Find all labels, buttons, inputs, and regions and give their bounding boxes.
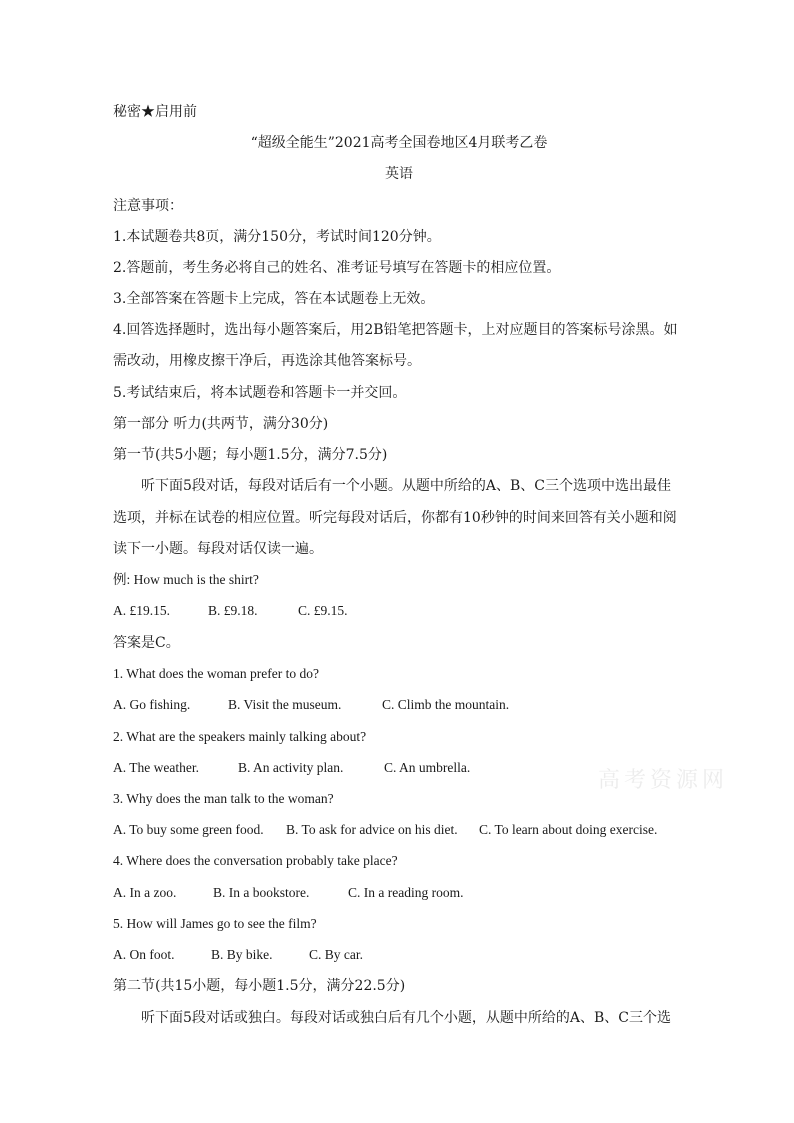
question-5-options	[113, 946, 363, 964]
exam-title: “超级全能生”2021高考全国卷地区4月联考乙卷	[250, 135, 548, 151]
section1-heading: 第一节(共5小题；每小题1.5分，满分7.5分)	[113, 447, 388, 463]
question-3-options	[113, 821, 657, 839]
option-c: C. £9.15.	[298, 603, 348, 618]
question-2: 2. What are the speakers mainly talking about?	[113, 729, 367, 744]
option-b: B. In a bookstore.	[213, 885, 310, 900]
instruction-line: 读下一小题。每段对话仅读一遍。	[113, 541, 323, 557]
option-a: A. £19.15.	[113, 603, 170, 618]
part1-heading: 第一部分 听力(共两节，满分30分)	[113, 416, 329, 432]
note-item: 需改动，用橡皮擦干净后，再选涂其他答案标号。	[113, 353, 421, 369]
option-a: A. Go fishing.	[113, 697, 191, 712]
option-c: C. By car.	[309, 947, 363, 962]
question-2-options	[113, 759, 470, 777]
example-answer: 答案是C。	[113, 635, 180, 651]
option-a: A. On foot.	[113, 947, 175, 962]
option-c: C. In a reading room.	[348, 885, 464, 900]
notes-heading: 注意事项：	[113, 198, 183, 214]
option-b: B. Visit the museum.	[228, 697, 342, 712]
question-1-options	[113, 696, 509, 714]
note-item: 4.回答选择题时，选出每小题答案后，用2B铅笔把答题卡，上对应题目的答案标号涂黑。如	[113, 322, 678, 338]
note-item: 1.本试题卷共8页，满分150分，考试时间120分钟。	[113, 229, 441, 245]
section2-instruction: 听下面5段对话或独白。每段对话或独白后有几个小题，从题中所给的A、B、C三个选	[141, 1010, 672, 1026]
option-c: C. To learn about doing exercise.	[479, 822, 658, 837]
option-b: B. £9.18.	[208, 603, 258, 618]
watermark: 高考资源网	[598, 768, 729, 793]
secret-label: 秘密★启用前	[113, 104, 197, 120]
subject-title: 英语	[385, 166, 413, 182]
example-options	[113, 602, 348, 620]
question-4: 4. Where does the conversation probably take place?	[113, 853, 398, 868]
instruction-line: 选项，并标在试卷的相应位置。听完每段对话后，你都有10秒钟的时间来回答有关小题和阅	[113, 510, 677, 526]
option-a: A. The weather.	[113, 760, 199, 775]
note-item: 2.答题前，考生务必将自己的姓名、准考证号填写在答题卡的相应位置。	[113, 260, 561, 276]
note-item: 5.考试结束后，将本试题卷和答题卡一并交回。	[113, 385, 407, 401]
option-c: C. An umbrella.	[384, 760, 471, 775]
section2-heading: 第二节(共15小题，每小题1.5分，满分22.5分)	[113, 978, 406, 994]
option-b: B. To ask for advice on his diet.	[286, 822, 458, 837]
question-3: 3. Why does the man talk to the woman?	[113, 791, 334, 806]
note-item: 3.全部答案在答题卡上完成，答在本试题卷上无效。	[113, 291, 435, 307]
question-4-options	[113, 884, 463, 902]
option-b: B. By bike.	[211, 947, 273, 962]
option-c: C. Climb the mountain.	[382, 697, 510, 712]
option-a: A. To buy some green food.	[113, 822, 264, 837]
question-5: 5. How will James go to see the film?	[113, 916, 317, 931]
option-a: A. In a zoo.	[113, 885, 177, 900]
option-b: B. An activity plan.	[238, 760, 344, 775]
example-question: 例: How much is the shirt?	[113, 572, 259, 587]
question-1: 1. What does the woman prefer to do?	[113, 666, 319, 681]
instruction-line: 听下面5段对话，每段对话后有一个小题。从题中所给的A、B、C三个选项中选出最佳	[141, 478, 672, 494]
